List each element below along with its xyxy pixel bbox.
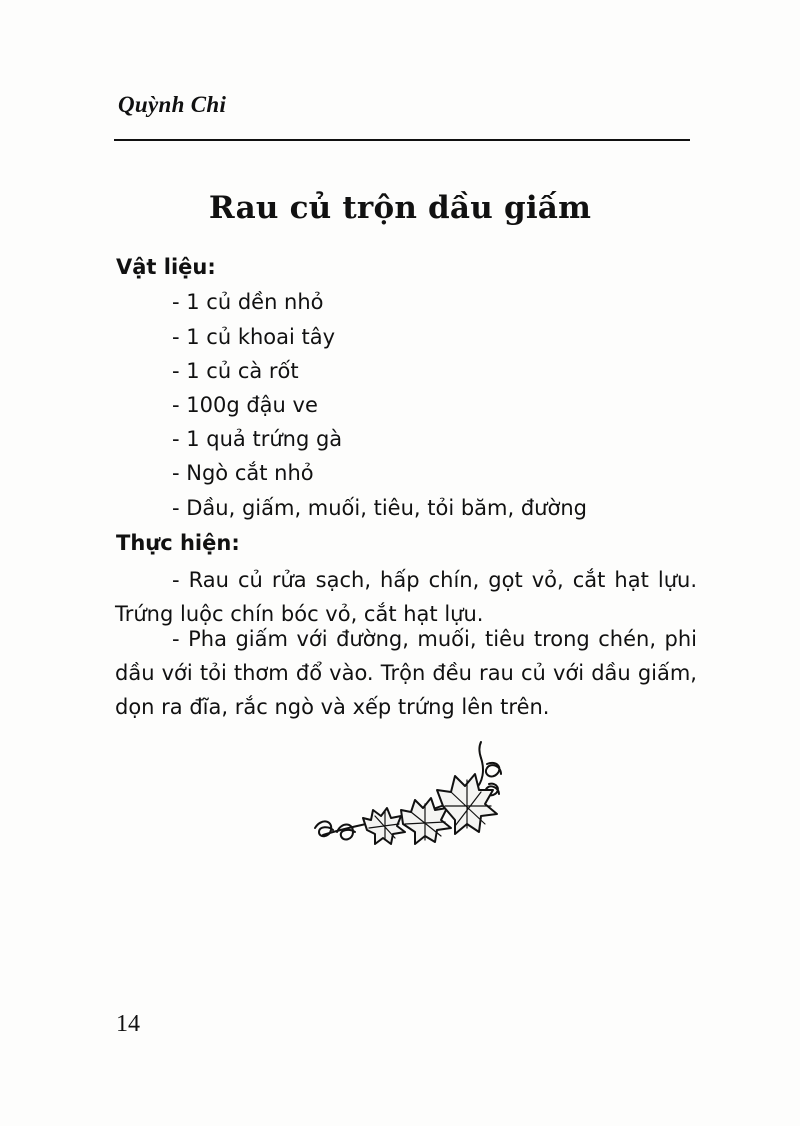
header-divider [114, 139, 690, 141]
page-number: 14 [116, 1011, 140, 1037]
ingredient-item: - 1 củ khoai tây [172, 325, 336, 349]
ingredient-item: - 1 quả trứng gà [172, 427, 343, 451]
ingredient-item: - 1 củ cà rốt [172, 359, 299, 383]
ingredients-heading: Vật liệu: [116, 255, 216, 279]
ingredient-item: - Dầu, giấm, muối, tiêu, tỏi băm, đường [172, 496, 587, 520]
ingredient-item: - 1 củ dền nhỏ [172, 290, 324, 314]
ingredient-item: - 100g đậu ve [172, 393, 318, 417]
step-paragraph: - Rau củ rửa sạch, hấp chín, gọt vỏ, cắt hạt lựu. Trứng luộc chín bóc vỏ, cắt hạt lựu. [115, 568, 697, 626]
steps-heading: Thực hiện: [116, 531, 240, 555]
grape-vine-leaf-ornament-icon [305, 740, 515, 860]
running-header-author: Quỳnh Chi [118, 92, 227, 117]
step-paragraph: - Pha giấm với đường, muối, tiêu trong chén, phi dầu với tỏi thơm đổ vào. Trộn đều rau củ với dầu giấm, dọn ra đĩa, rắc ngò và xếp trứng lên trên. [115, 627, 697, 719]
ingredient-item: - Ngò cắt nhỏ [172, 461, 314, 485]
recipe-title: Rau củ trộn dầu giấm [208, 190, 592, 226]
